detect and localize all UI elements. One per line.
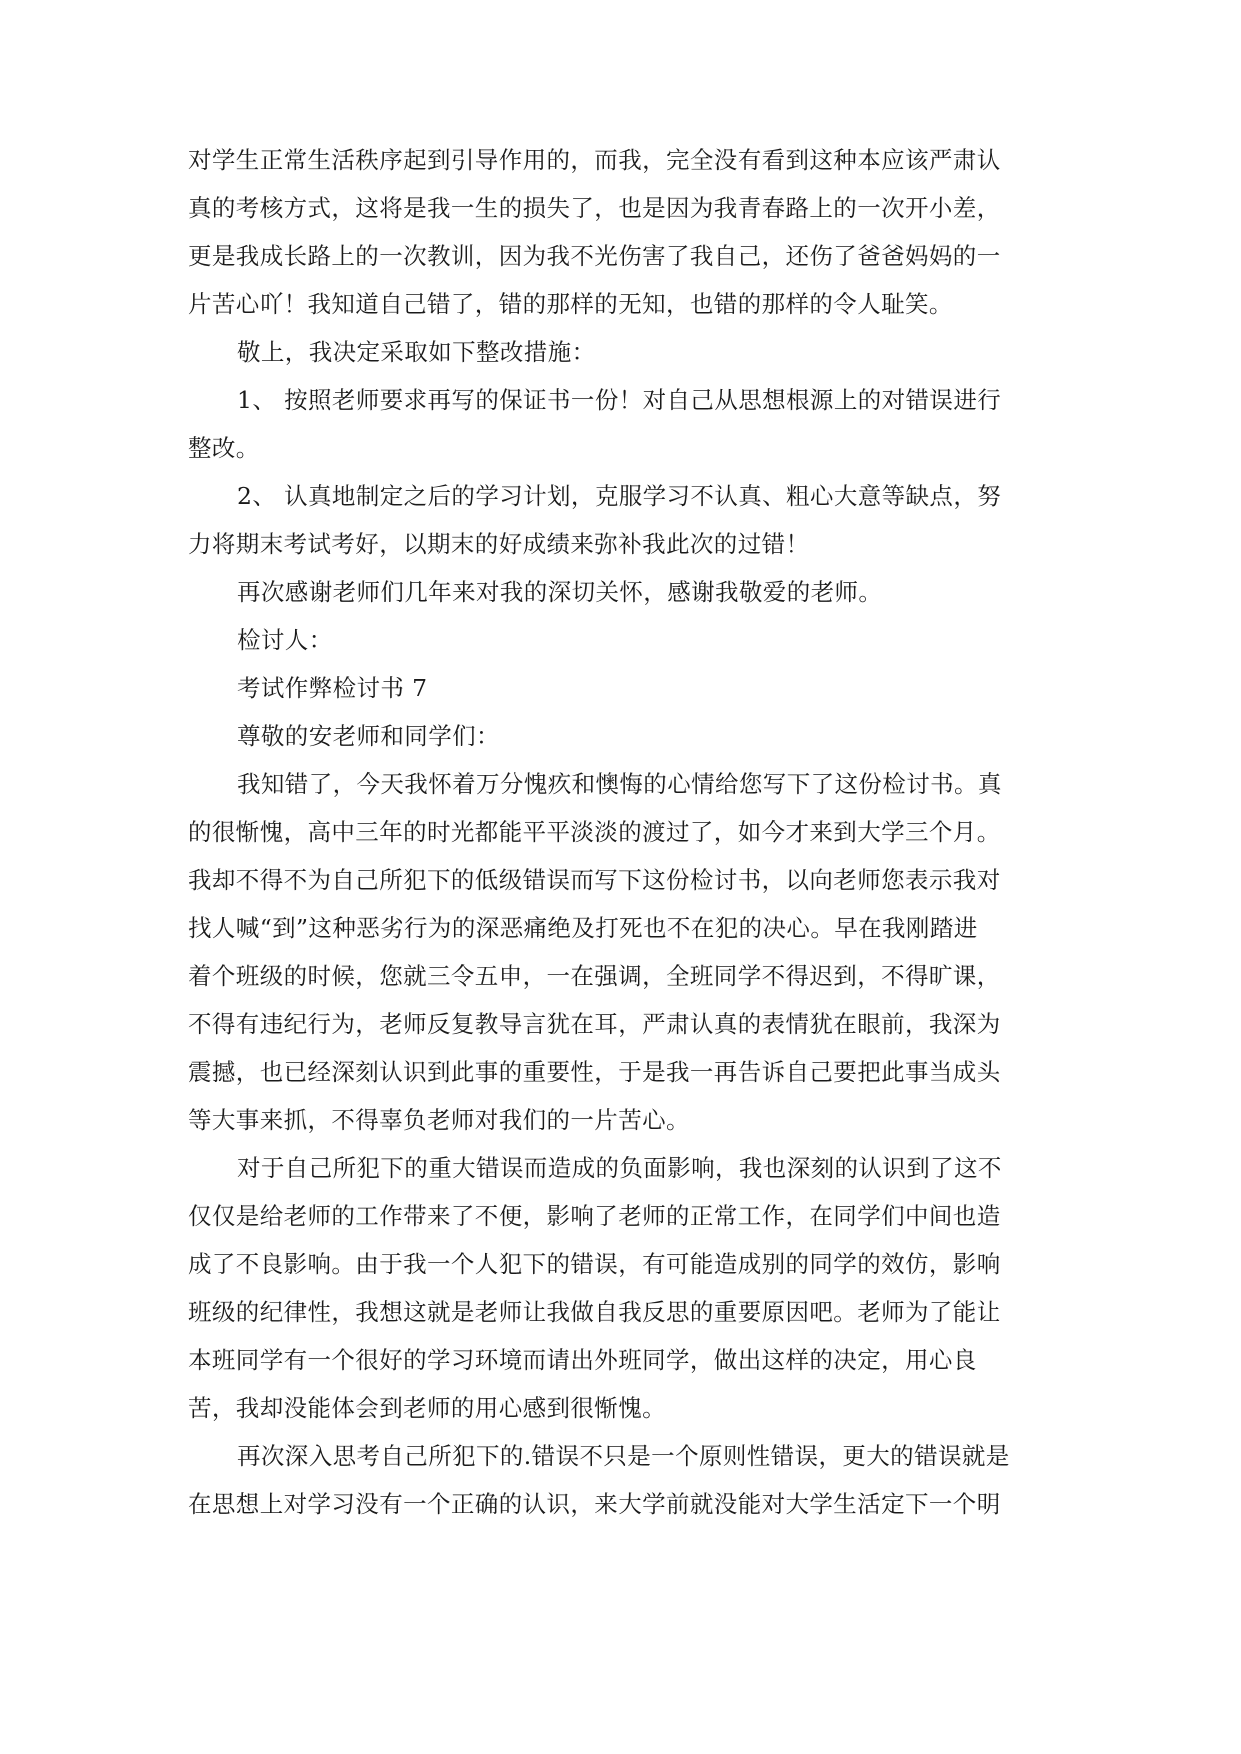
- text-line: 更是我成长路上的一次教训，因为我不光伤害了我自己，还伤了爸爸妈妈的一: [188, 242, 1001, 270]
- section-title: 考试作弊检讨书 7: [237, 674, 428, 702]
- salutation: 尊敬的安老师和同学们：: [237, 722, 500, 750]
- text-line: 敬上，我决定采取如下整改措施：: [237, 338, 596, 366]
- text-line: 等大事来抓，不得辜负老师对我们的一片苦心。: [188, 1106, 690, 1134]
- text-line: 整改。: [188, 434, 260, 462]
- text-line: 对于自己所犯下的重大错误而造成的负面影响，我也深刻的认识到了这不: [237, 1154, 1002, 1182]
- text-line: 我却不得不为自己所犯下的低级错误而写下这份检讨书，以向老师您表示我对: [188, 866, 1001, 894]
- text-line: 震撼，也已经深刻认识到此事的重要性，于是我一再告诉自己要把此事当成头: [188, 1058, 1001, 1086]
- text-line: 不得有违纪行为，老师反复教导言犹在耳，严肃认真的表情犹在眼前，我深为: [188, 1010, 1001, 1038]
- text-line: 本班同学有一个很好的学习环境而请出外班同学，做出这样的决定，用心良: [188, 1346, 977, 1374]
- text-line: 成了不良影响。由于我一个人犯下的错误，有可能造成别的同学的效仿，影响: [188, 1250, 1001, 1278]
- text-line: 的很惭愧，高中三年的时光都能平平淡淡的渡过了，如今才来到大学三个月。: [188, 818, 1001, 846]
- text-line: 着个班级的时候，您就三令五申，一在强调，全班同学不得迟到，不得旷课，: [188, 962, 1001, 990]
- text-line: 真的考核方式，这将是我一生的损失了，也是因为我青春路上的一次开小差，: [188, 194, 1001, 222]
- list-item: 1、 按照老师要求再写的保证书一份！对自己从思想根源上的对错误进行: [237, 386, 1002, 414]
- text-line: 苦，我却没能体会到老师的用心感到很惭愧。: [188, 1394, 666, 1422]
- text-line: 在思想上对学习没有一个正确的认识，来大学前就没能对大学生活定下一个明: [188, 1490, 1001, 1518]
- text-line: 仅仅是给老师的工作带来了不便，影响了老师的正常工作，在同学们中间也造: [188, 1202, 1001, 1230]
- text-line: 片苦心吖！我知道自己错了，错的那样的无知，也错的那样的令人耻笑。: [188, 290, 953, 318]
- text-line: 班级的纪律性，我想这就是老师让我做自我反思的重要原因吧。老师为了能让: [188, 1298, 1001, 1326]
- text-line: 再次深入思考自己所犯下的.错误不只是一个原则性错误，更大的错误就是: [237, 1442, 1010, 1470]
- list-item: 2、 认真地制定之后的学习计划，克服学习不认真、粗心大意等缺点，努: [237, 482, 1002, 510]
- signature-label: 检讨人：: [237, 626, 333, 654]
- text-line: 找人喊“到”这种恶劣行为的深恶痛绝及打死也不在犯的决心。早在我刚踏进: [188, 914, 978, 942]
- text-line: 再次感谢老师们几年来对我的深切关怀，感谢我敬爱的老师。: [237, 578, 883, 606]
- text-line: 力将期末考试考好，以期末的好成绩来弥补我此次的过错！: [188, 530, 810, 558]
- text-line: 对学生正常生活秩序起到引导作用的，而我，完全没有看到这种本应该严肃认: [188, 146, 1001, 174]
- text-line: 我知错了，今天我怀着万分愧疚和懊悔的心情给您写下了这份检讨书。真: [237, 770, 1002, 798]
